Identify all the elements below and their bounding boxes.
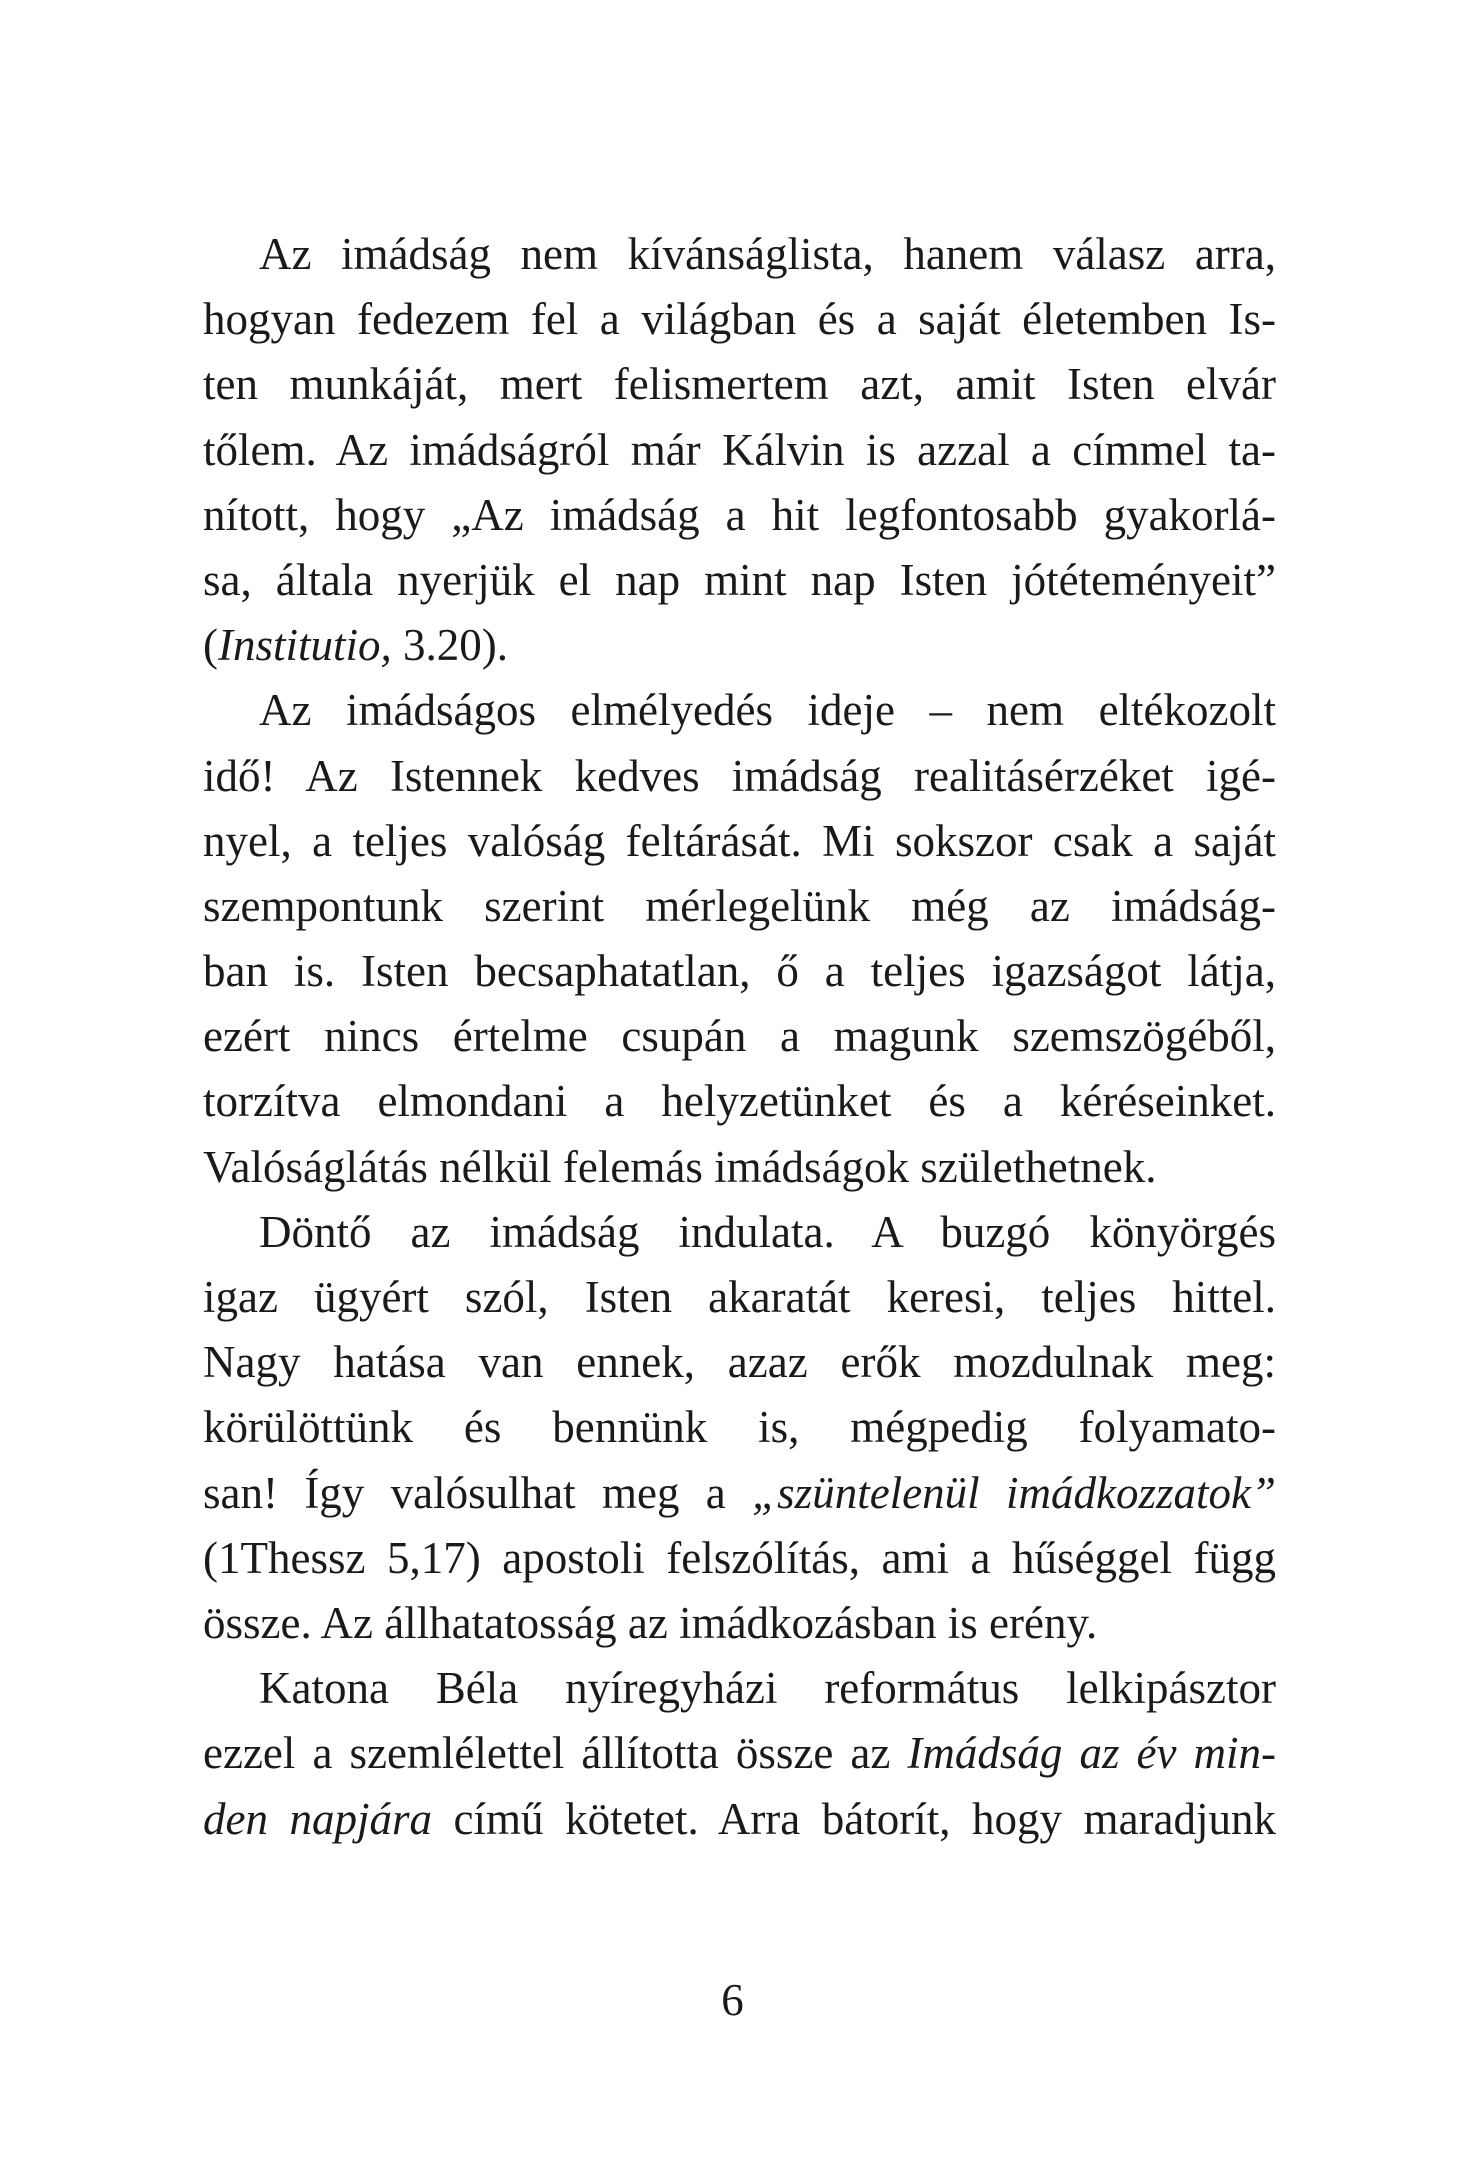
- text-segment: (1Thessz 5,17) apostoli felszólítás, ami a hűséggel függ: [203, 1532, 1276, 1583]
- text-segment: torzítva elmondani a helyzetünket és a kéréseinket.: [203, 1076, 1276, 1127]
- text-line: [203, 1526, 1276, 1591]
- text-segment: Döntő az imádság indulata. A buzgó könyörgés: [259, 1206, 1276, 1257]
- text-line: [203, 483, 1276, 548]
- text-line: [203, 1200, 1276, 1265]
- text-segment: 3.20).: [391, 620, 509, 671]
- paragraph: [203, 678, 1276, 1200]
- text-line: [203, 222, 1276, 287]
- text-segment: igaz ügyért szól, Isten akaratát keresi, teljes hittel.: [203, 1272, 1276, 1322]
- text-segment: című kötetet. Arra bátorít, hogy maradjunk: [432, 1793, 1276, 1844]
- text-line: [203, 1395, 1276, 1460]
- text-line: [203, 1004, 1276, 1069]
- text-line: [203, 1461, 1276, 1526]
- paragraph: [203, 222, 1276, 678]
- text-line: [203, 1265, 1276, 1330]
- text-segment: szempontunk szerint mérlegelünk még az imádság-: [203, 880, 1276, 931]
- text-line: [203, 1330, 1276, 1395]
- text-line: [203, 1591, 1276, 1656]
- text-line: [203, 613, 1276, 678]
- text-segment: Az imádság nem kívánságlista, hanem válasz arra,: [259, 229, 1276, 279]
- italic-text: „szüntelenül imádkozzatok”: [752, 1467, 1276, 1518]
- text-segment: hogyan fedezem fel a világban és a saját életemben Is-: [203, 294, 1276, 345]
- paragraph: [203, 1656, 1276, 1852]
- text-line: [203, 809, 1276, 874]
- text-segment: Nagy hatása van ennek, azaz erők mozdulnak meg:: [203, 1337, 1276, 1388]
- text-line: [203, 744, 1276, 809]
- text-segment: nyel, a teljes valóság feltárását. Mi sokszor csak a saját: [203, 815, 1276, 866]
- text-line: [203, 1135, 1276, 1200]
- text-line: [203, 287, 1276, 352]
- text-segment: (: [203, 620, 218, 671]
- italic-text: den napjára: [203, 1793, 433, 1844]
- text-line: [203, 1787, 1276, 1852]
- text-segment: Katona Béla nyíregyházi református lelkipásztor: [259, 1663, 1276, 1714]
- text-segment: körülöttünk és bennünk is, mégpedig folyamato-: [203, 1402, 1276, 1453]
- text-segment: ezzel a szemlélettel állította össze az: [203, 1728, 908, 1779]
- text-line: [203, 678, 1276, 743]
- text-segment: idő! Az Istennek kedves imádság realitásérzéket igé-: [203, 750, 1276, 801]
- text-segment: ezért nincs értelme csupán a magunk szemszögéből,: [203, 1011, 1276, 1062]
- page-number: 6: [721, 1975, 744, 2025]
- body-text: [203, 222, 1276, 1852]
- italic-text: Institutio,: [218, 620, 392, 671]
- text-line: [203, 1656, 1276, 1721]
- text-segment: Az imádságos elmélyedés ideje – nem eltékozolt: [259, 685, 1276, 736]
- text-segment: san! Így valósulhat meg a: [203, 1467, 753, 1518]
- text-segment: tőlem. Az imádságról már Kálvin is azzal a címmel ta-: [203, 424, 1276, 475]
- text-line: [203, 939, 1276, 1004]
- text-segment: össze. Az állhatatosság az imádkozásban is erény.: [203, 1597, 1098, 1648]
- text-line: [203, 548, 1276, 613]
- text-line: [203, 418, 1276, 483]
- text-segment: ten munkáját, mert felismertem azt, amit Isten elvár: [203, 359, 1276, 410]
- text-segment: nított, hogy „Az imádság a hit legfontosabb gyakorlá-: [203, 489, 1276, 540]
- text-line: [203, 874, 1276, 939]
- paragraph: [203, 1200, 1276, 1656]
- text-segment: ban is. Isten becsaphatatlan, ő a teljes igazságot látja,: [203, 946, 1276, 997]
- text-line: [203, 1069, 1276, 1134]
- italic-text: Imádság az év min-: [907, 1728, 1276, 1779]
- text-segment: sa, általa nyerjük el nap mint nap Isten jótéteményeit”: [203, 554, 1276, 605]
- text-segment: Valóságlátás nélkül felemás imádságok születhetnek.: [203, 1141, 1157, 1192]
- text-line: [203, 352, 1276, 417]
- text-line: [203, 1721, 1276, 1786]
